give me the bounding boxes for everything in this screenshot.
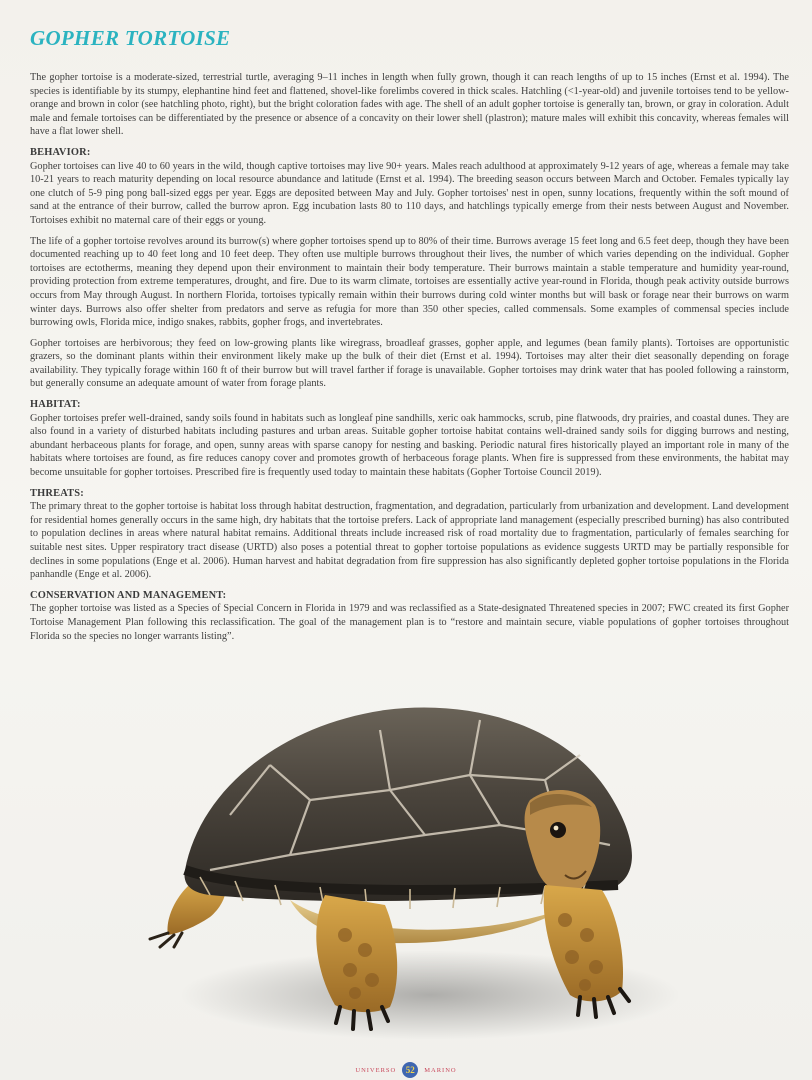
behavior-paragraph-3: Gopher tortoises are herbivorous; they feed on low-growing plants like wiregrass, broadleaf grasses, gopher apple, and legumes (bean family plants). Tortoises are opportunistic grazers, so the dominant plants within their environment likely make up the bulk of their diet (Ernst et al. 1994). Tortoises may alter their diet seasonally depending on forage availability. They typically forage within 160 ft of their burrow but will travel farther if forage is unavailable. Gopher tortoises may drink water that has pooled following a rainstorm, but generally consume an adequate amount of water from forage plants. (30, 337, 789, 390)
behavior-heading: BEHAVIOR: (30, 146, 91, 158)
page-title: GOPHER TORTOISE (30, 26, 231, 50)
tortoise-photo (140, 695, 680, 1050)
page-footer (0, 1060, 812, 1080)
habitat-paragraph: Gopher tortoises prefer well-drained, sandy soils found in habitats such as longleaf pine sandhills, xeric oak hammocks, scrub, pine flatwoods, dry prairies, and coastal dunes. They are also found in a variety of disturbed habitats including pastures and urban areas. Suitable gopher tortoise habitat contains well-drained sandy soils for digging burrows and nesting, abundant herbaceous plants for forage, and open, sunny areas with sparse canopy for nesting and basking. Periodic natural fires historically played an important role in many of the habitats where tortoises are found, as fire reduces canopy cover and promotes growth of herbaceous forage plants. When fire is suppressed from these environments, the habitat may become unsuitable for gopher tortoises. Prescribed fire is frequently used today to maintain these habitats (Gopher Tortoise Council 2019). (30, 412, 789, 479)
intro-paragraph: The gopher tortoise is a moderate-sized, terrestrial turtle, averaging 9–11 inches in length when fully grown, though it can reach lengths of up to 15 inches (Ernst et al. 1994). The species is identifiable by its stumpy, elephantine hind feet and flattened, shovel-like forelimbs covered in thick scales. Hatchling (<1-year-old) and juvenile tortoises tend to be yellow-orange and brown in color (see hatchling photo, right), but the bright coloration fades with age. The shell of an adult gopher tortoise is generally tan, brown, or gray in coloration. Adult male and female tortoises can be differentiated by the presence or absence of a concavity on their lower shell (plastron); mature males will exhibit this concavity, whereas females will have a flat lower shell. (30, 72, 789, 138)
conservation-paragraph: The gopher tortoise was listed as a Species of Special Concern in Florida in 1979 and was reclassified as a State-designated Threatened species in 2007; FWC created its first Gopher Tortoise Management Plan following this reclassification. The goal of the management plan is to “restore and maintain secure, viable populations of gopher tortoises throughout Florida so the species no longer warrants listing”. (30, 603, 789, 642)
behavior-paragraph-1: Gopher tortoises can live 40 to 60 years in the wild, though captive tortoises may live 90+ years. Males reach adulthood at approximately 9-12 years of age, whereas a female may take 10-21 years to reach maturity depending on local resource abundance and latitude (Ernst et al. 1994). The breeding season occurs between March and October. Females typically lay one clutch of 5-9 ping pong ball-sized eggs per year. Eggs are deposited between May and July. Gopher tortoises' nest in open, sunny locations, frequently within the soft mound of sand at the entrance of their burrow, called the burrow apron. Egg incubation lasts 80 to 110 days, and hatchlings typically emerge from their nests between August and November. Tortoises exhibit no maternal care of their eggs or young. (30, 160, 789, 226)
page-number: 52 (402, 1062, 418, 1078)
footer-brand-left: UNIVERSO (355, 1066, 397, 1074)
article-body (30, 71, 789, 650)
threats-paragraph: The primary threat to the gopher tortoise is habitat loss through habitat destruction, fragmentation, and degradation, particularly from urbanization and development. Land development for residential homes generally occurs in the same high, dry habitats that the tortoise prefers. Lack of appropriate land management (especially prescribed burning) has also contributed to population declines in areas where natural habitat remains. Additional threats include increased risk of road mortality due to fragmentation, particularly of females searching for suitable nest sites. Upper respiratory tract disease (URTD) also poses a potential threat to gopher tortoise populations as evidence suggests URTD may be partially responsible for declines in some populations (Enge et al. 2006). Human harvest and habitat degradation from fire suppression has also significantly depleted gopher tortoise populations in the Florida panhandle (Enge et al. 2006). (30, 501, 789, 581)
footer-brand-right: MARINO (424, 1066, 457, 1074)
habitat-heading: HABITAT: (30, 399, 81, 411)
threats-heading: THREATS: (30, 487, 84, 499)
behavior-paragraph-2: The life of a gopher tortoise revolves around its burrow(s) where gopher tortoises spend up to 80% of their time. Burrows average 15 feet long and 6.5 feet deep, though they have been documented reaching up to 40 feet long and 10 feet deep. They often use multiple burrows throughout their lives, the number of which varies depending on the individual. Gopher tortoises are ectotherms, meaning they depend upon their environment to maintain their body temperature. Their burrows maintain a stable temperature and humidity year-round, providing protection from extreme temperatures, drought, and fire. Due to its warm climate, tortoises are essentially active year-round in Florida, though peak activity outside burrows occurs from May through August. In northern Florida, tortoises typically remain within their burrows during cold winter months but will bask or forage near their burrows on warm winter days. Burrows also offer shelter from predators and serve as refugia for more than 350 other species, called commensals. Some examples of commensal species include burrowing owls, Florida mice, indigo snakes, rabbits, gopher frogs, and invertebrates. (30, 235, 789, 329)
conservation-heading: CONSERVATION AND MANAGEMENT: (30, 589, 227, 601)
